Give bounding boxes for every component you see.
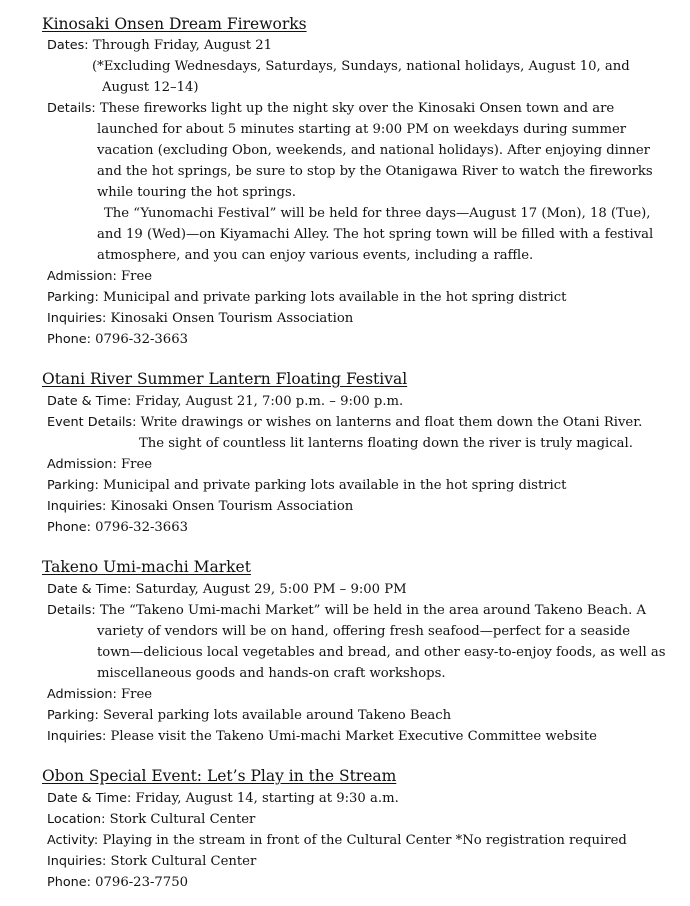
field-label: Details: [47,603,96,618]
field-label: Admission: [47,269,117,284]
field-value: Stork Cultural Center [110,854,257,869]
field-value: Kinosaki Onsen Tourism Association [110,499,354,514]
event-title: Kinosaki Onsen Dream Fireworks [42,15,307,33]
field-inquiries [47,499,353,514]
field-value: Saturday, August 29, 5:00 PM – 9:00 PM [135,582,407,597]
field-value: Please visit the Takeno Umi-machi Market Executive Committee website [110,729,597,744]
field-value-continued: vacation (excluding Obon, weekends, and national holidays). After enjoying dinner [97,143,650,158]
field-label: Location: [47,812,106,827]
field-value: The “Takeno Umi-machi Market” will be held in the area around Takeno Beach. A [99,603,646,618]
field-date-time [47,582,407,597]
field-label: Inquiries: [47,499,107,514]
field-label: Inquiries: [47,729,107,744]
field-label: Date & Time: [47,582,132,597]
field-value: Municipal and private parking lots available in the hot spring district [102,478,567,493]
field-label: Event Details: [47,415,137,430]
field-details [47,603,646,618]
field-value: Playing in the stream in front of the Cultural Center *No registration required [102,833,627,848]
field-value-continued: (*Excluding Wednesdays, Saturdays, Sundays, national holidays, August 10, and [92,59,630,74]
field-admission [47,457,152,472]
field-parking [47,478,566,493]
field-value: Friday, August 21, 7:00 p.m. – 9:00 p.m. [135,394,404,409]
field-label: Parking: [47,478,99,493]
field-value: Free [121,687,153,702]
field-label: Phone: [47,332,91,347]
field-label: Activity: [47,833,99,848]
field-label: Date & Time: [47,394,132,409]
field-value-continued: while touring the hot springs. [97,185,296,200]
field-value: 0796-32-3663 [95,332,188,347]
field-value: Several parking lots available around Takeno Beach [102,708,452,723]
field-admission [47,687,152,702]
field-label: Inquiries: [47,854,107,869]
field-value-continued: variety of vendors will be on hand, offering fresh seafood—perfect for a seaside [97,624,631,639]
field-value: Friday, August 14, starting at 9:30 a.m. [135,791,399,806]
field-dates [47,38,272,53]
event-title: Obon Special Event: Let’s Play in the Stream [42,767,397,785]
field-value-continued: and 19 (Wed)—on Kiyamachi Alley. The hot spring town will be filled with a festival [97,227,654,242]
field-parking [47,290,566,305]
field-date-time [47,791,399,806]
field-value: Stork Cultural Center [109,812,256,827]
field-value: Write drawings or wishes on lanterns and float them down the Otani River. [140,415,643,430]
field-value-continued: The sight of countless lit lanterns floating down the river is truly magical. [139,436,633,451]
field-value-continued: August 12–14) [102,80,199,95]
field-phone [47,332,188,347]
event-title: Otani River Summer Lantern Floating Festival [42,370,408,388]
field-value: 0796-23-7750 [95,875,188,890]
field-label: Date & Time: [47,791,132,806]
field-value: These fireworks light up the night sky over the Kinosaki Onsen town and are [99,101,615,116]
field-label: Phone: [47,520,91,535]
field-phone [47,875,188,890]
field-value: Kinosaki Onsen Tourism Association [110,311,354,326]
field-inquiries [47,854,256,869]
field-value: Municipal and private parking lots available in the hot spring district [102,290,567,305]
event-title: Takeno Umi-machi Market [42,558,251,576]
field-label: Admission: [47,687,117,702]
field-label: Details: [47,101,96,116]
field-parking [47,708,451,723]
field-value-continued: The “Yunomachi Festival” will be held for three days—August 17 (Mon), 18 (Tue), [104,206,651,221]
field-label: Dates: [47,38,89,53]
field-value: Free [121,269,153,284]
field-label: Inquiries: [47,311,107,326]
field-label: Parking: [47,290,99,305]
field-value: Free [121,457,153,472]
field-value-continued: launched for about 5 minutes starting at 9:00 PM on weekdays during summer [97,122,627,137]
field-value-continued: and the hot springs, be sure to stop by the Otanigawa River to watch the fireworks [97,164,653,179]
field-inquiries [47,311,353,326]
field-date-time [47,394,403,409]
field-value-continued: atmosphere, and you can enjoy various events, including a raffle. [97,248,534,263]
field-value: 0796-32-3663 [95,520,188,535]
field-location [47,812,255,827]
field-value: Through Friday, August 21 [92,38,272,53]
field-label: Admission: [47,457,117,472]
field-label: Parking: [47,708,99,723]
field-inquiries [47,729,597,744]
field-label: Phone: [47,875,91,890]
field-activity [47,833,627,848]
field-value-continued: miscellaneous goods and hands-on craft workshops. [97,666,446,681]
field-event-details [47,415,642,430]
field-phone [47,520,188,535]
field-admission [47,269,152,284]
field-details [47,101,614,116]
field-value-continued: town—delicious local vegetables and bread, and other easy-to-enjoy foods, as well as [97,645,666,660]
